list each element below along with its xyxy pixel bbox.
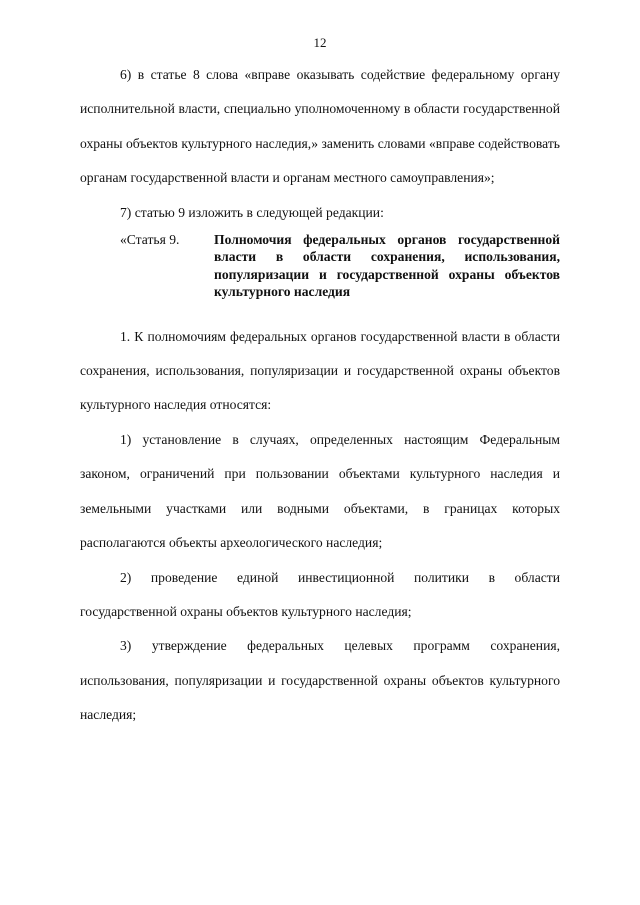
list-item-2: 2) проведение единой инвестиционной политики в области государственной охраны объектов культурного наследия; [80,569,560,619]
clause-1: 1. К полномочиям федеральных органов государственной власти в области сохранения, использования, популяризации и государственной охраны объектов культурного наследия относятся: [80,328,560,413]
paragraph-7: 7) статью 9 изложить в следующей редакции: [120,204,384,220]
paragraph-6: 6) в статье 8 слова «вправе оказывать содействие федеральному органу исполнительной власти, специально уполномоченному в области государственной охраны объектов культурного наследия,» заменить словами «вправе содействовать органам государственной власти и органам местного самоуправления»; [80,67,560,186]
list-item-1: 1) установление в случаях, определенных настоящим Федеральным законом, ограничений при пользовании объектами культурного наследия и земельными участками или водными объектами, в границах которых располагаются объекты археологического наследия; [80,431,560,551]
page-number: 12 [313,35,327,50]
list-item-3: 3) утверждение федеральных целевых программ сохранения, использования, популяризации и государственной охраны объектов культурного наследия; [80,638,560,723]
document-body [80,58,560,733]
article-title: Полномочия федеральных органов государственной власти в области сохранения, использования, популяризации и государственной охраны объектов культурного наследия [214,232,560,300]
article-label: «Статья 9. [120,232,180,248]
article-heading [80,231,560,301]
